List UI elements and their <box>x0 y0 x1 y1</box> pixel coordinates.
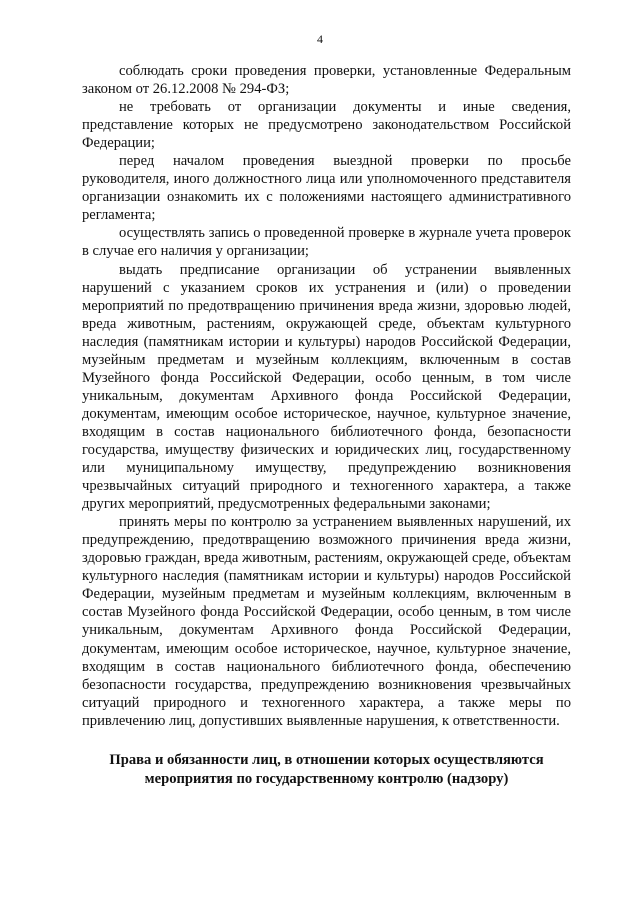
paragraph-observe-inspection-deadlines: соблюдать сроки проведения проверки, установленные Федеральным законом от 26.12.2008 № 294-ФЗ; <box>82 63 571 98</box>
page-number: 4 <box>317 32 323 46</box>
section-heading: Права и обязанности лиц, в отношении которых осуществляются мероприятия по государственному контролю (надзору) <box>109 752 544 787</box>
document-body <box>82 62 571 730</box>
paragraph-record-in-log: осуществлять запись о проведенной проверке в журнале учета проверок в случае его наличия у организации; <box>82 225 571 260</box>
paragraph-take-control-measures: принять меры по контролю за устранением выявленных нарушений, их предупреждению, предотвращению возможного причинения вреда жизни, здоровью граждан, вреда животным, растениям, окружающей среде, объектам культурного наследия (памятникам истории и культуры) народов Российской Федерации, музейным предметам и музейным коллекциям, включенным в состав Музейного фонда Российской Федерации, особо ценным, в том числе уникальным, документам Архивного фонда Российской Федерации, документам, имеющим особое историческое, научное, культурное значение, входящим в состав национального библиотечного фонда, обеспечению безопасности государства, предупреждению возникновения чрезвычайных ситуаций природного и техногенного характера, а также меры по привлечению лиц, допустивших выявленные нарушения, к ответственности. <box>82 514 571 729</box>
paragraph-issue-order: выдать предписание организации об устранении выявленных нарушений с указанием сроков их устранения и (или) о проведении мероприятий по предотвращению причинения вреда жизни, здоровью людей, вреда животным, растениям, окружающей среде, объектам культурного наследия (памятникам истории и культуры) народов Российской Федерации, музейным предметам и музейным коллекциям, включенным в состав Музейного фонда Российской Федерации, особо ценным, в том числе уникальным, документам Архивного фонда Российской Федерации, документам, имеющим особое историческое, научное, культурное значение, входящим в состав национального библиотечного фонда, безопасности государства, имуществу физических и юридических лиц, государственному или муниципальному имуществу, предупреждению возникновения чрезвычайных ситуаций природного и техногенного характера, а также других мероприятий, предусмотренных федеральными законами; <box>82 261 571 513</box>
paragraph-do-not-demand-documents: не требовать от организации документы и иные сведения, представление которых не предусмотрено законодательством Российской Федерации; <box>82 99 571 152</box>
paragraph-acquaint-with-regulation: перед началом проведения выездной проверки по просьбе руководителя, иного должностного лица или уполномоченного представителя организации ознакомить их с положениями настоящего административного регламента; <box>82 153 571 224</box>
